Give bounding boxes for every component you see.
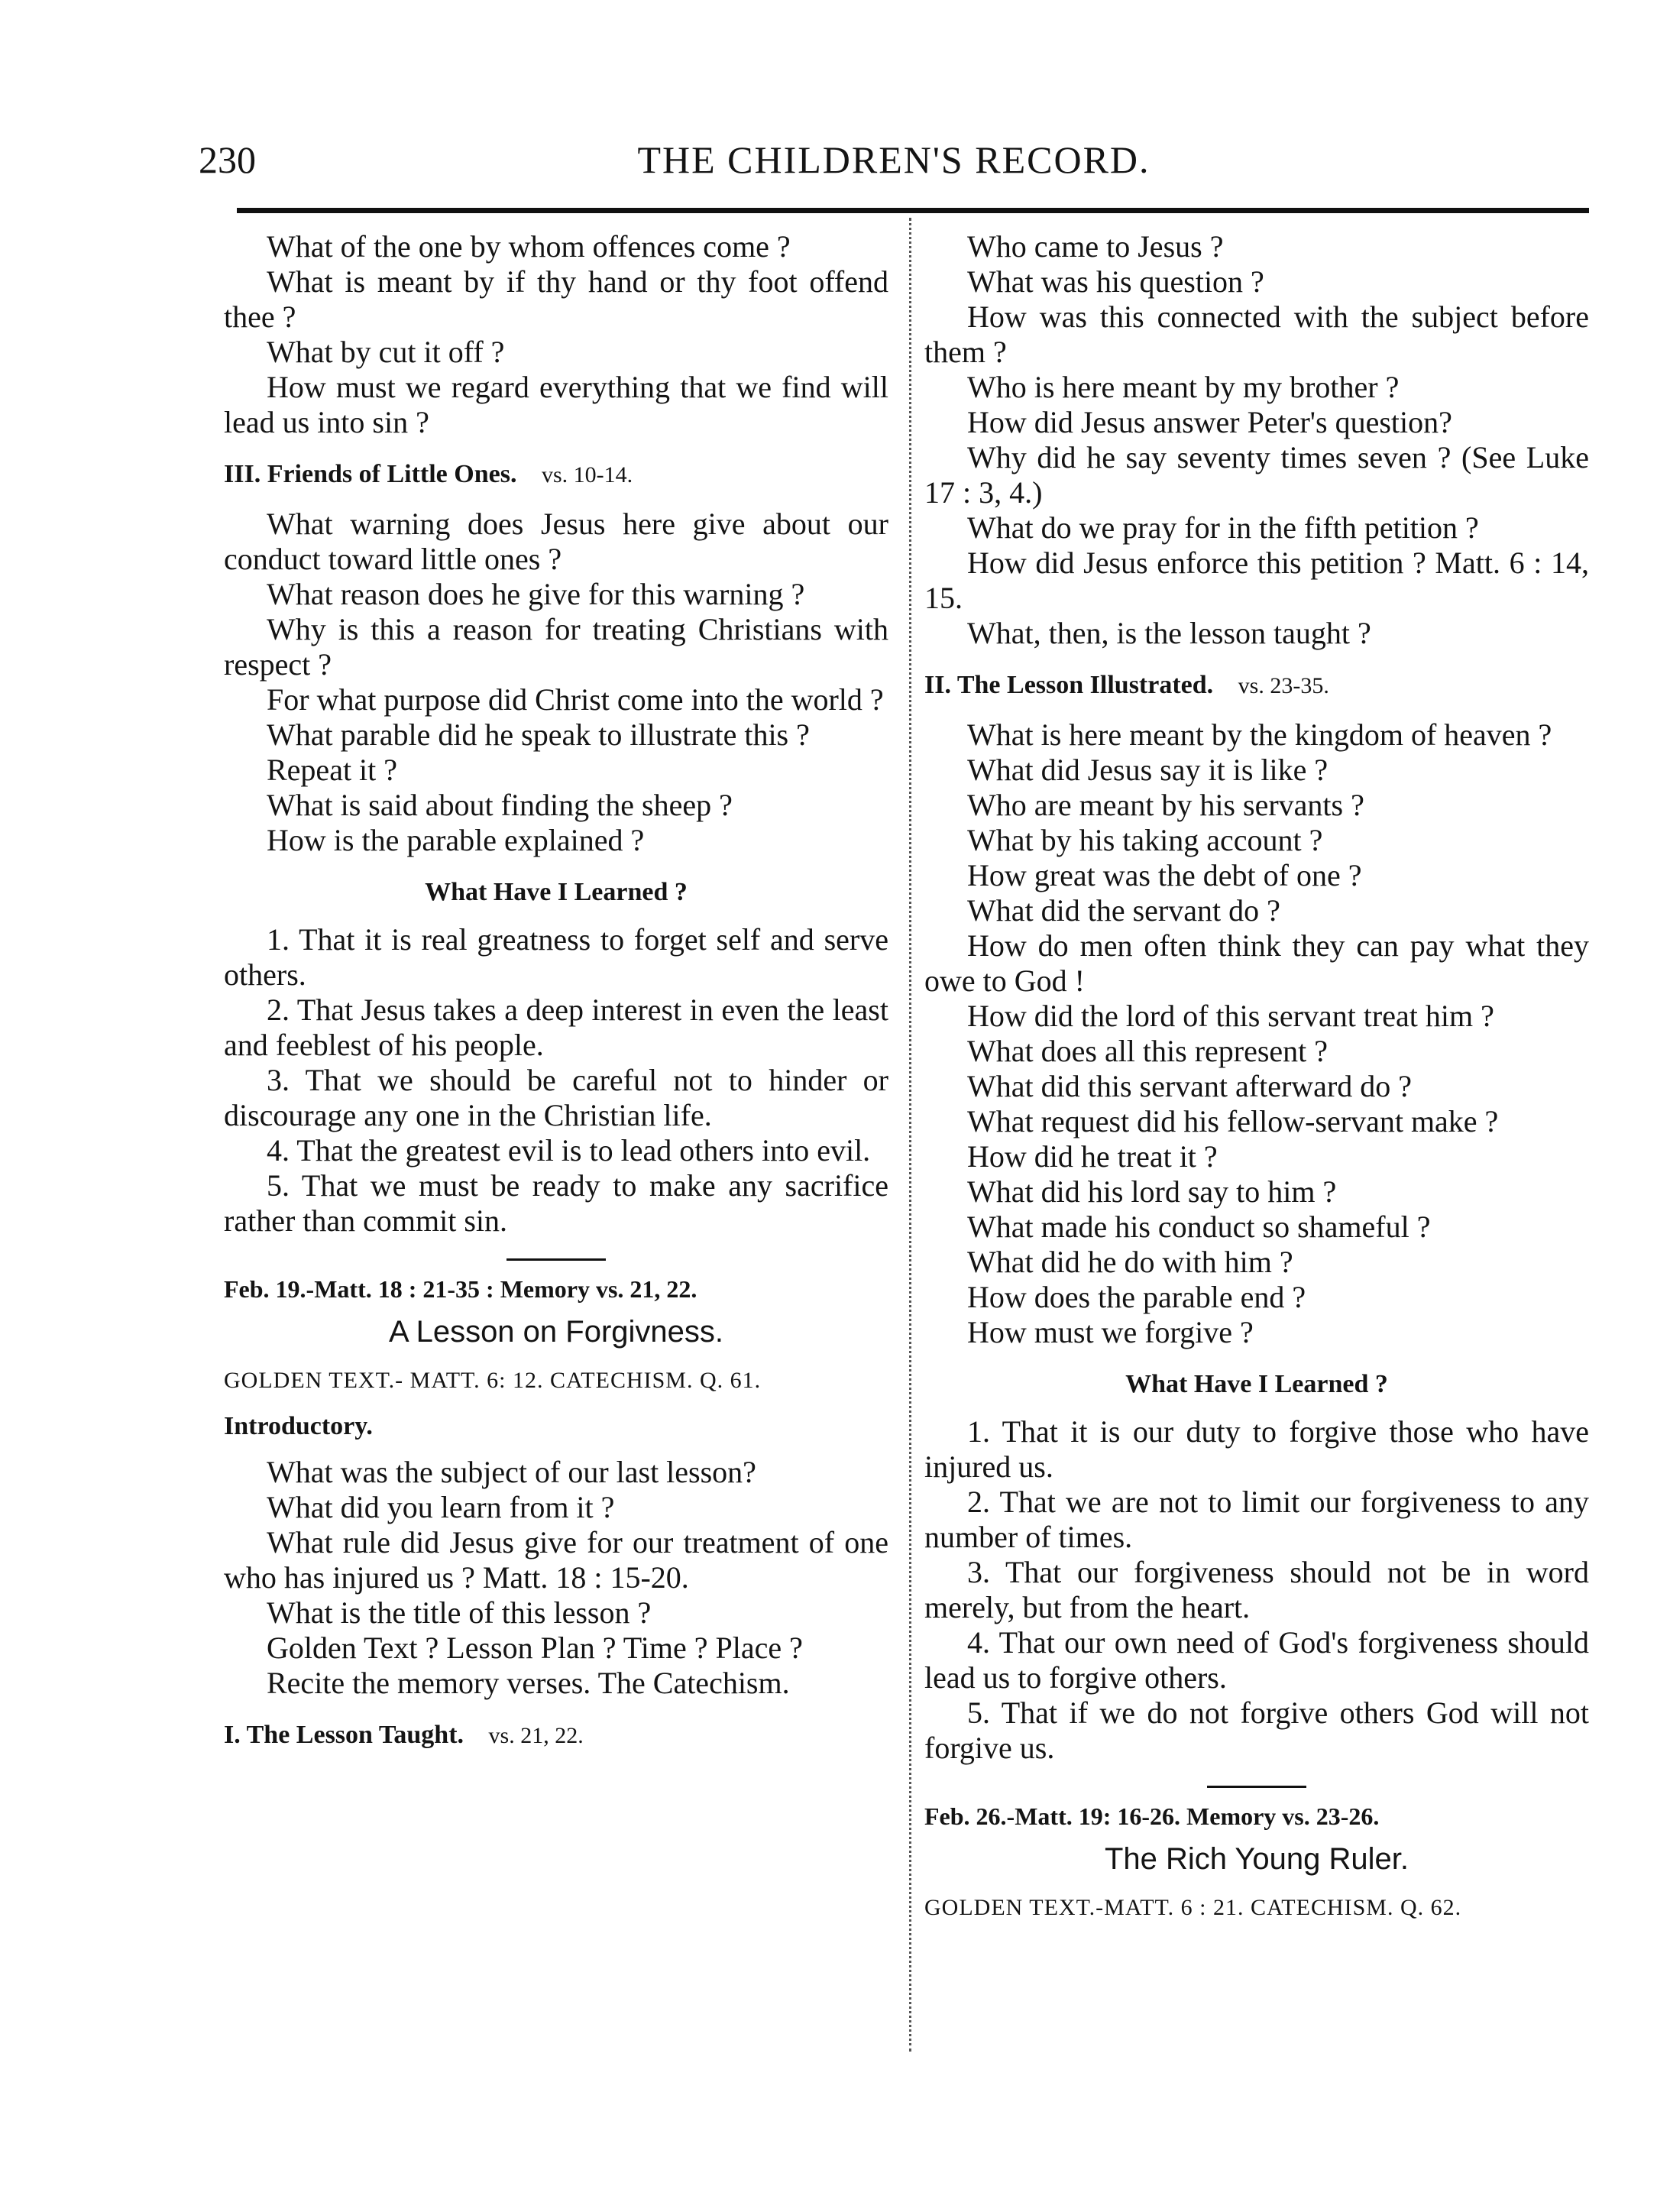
- question: What is said about finding the sheep ?: [267, 788, 733, 822]
- section-heading-friends: [224, 457, 888, 493]
- section-title: III. Friends of Little Ones.: [224, 460, 517, 488]
- question: What did his lord say to him ?: [967, 1174, 1337, 1209]
- question: What by cut it off ?: [267, 335, 505, 369]
- golden-text: GOLDEN TEXT.- MATT. 6: 12. CATECHISM. Q. 61.: [224, 1368, 762, 1393]
- question: What did you learn from it ?: [267, 1490, 615, 1524]
- question: What do we pray for in the fifth petition ?: [967, 510, 1479, 545]
- question: Repeat it ?: [267, 753, 398, 787]
- question: Why did he say seventy times seven ? (See Luke 17 : 3, 4.): [924, 440, 1589, 510]
- question: What warning does Jesus here give about our conduct toward little ones ?: [224, 507, 888, 576]
- question: Who came to Jesus ?: [967, 229, 1224, 264]
- question: How great was the debt of one ?: [967, 858, 1362, 892]
- question: Who are meant by his servants ?: [967, 788, 1364, 822]
- section-title: II. The Lesson Illustrated.: [924, 671, 1214, 699]
- lesson-divider: [506, 1258, 606, 1261]
- learned-item: 5. That if we do not forgive others God will not forgive us.: [924, 1695, 1589, 1765]
- learned-heading: What Have I Learned ?: [425, 878, 688, 906]
- question: How does the parable end ?: [967, 1280, 1306, 1314]
- section-heading-lesson-illustrated: [924, 668, 1589, 704]
- question: What made his conduct so shameful ?: [967, 1210, 1431, 1244]
- right-column: [924, 229, 1589, 1936]
- learned-item: 5. That we must be ready to make any sacrifice rather than commit sin.: [224, 1168, 888, 1238]
- question: How do men often think they can pay what they owe to God !: [924, 928, 1589, 998]
- lesson-date-header: Feb. 19.-Matt. 18 : 21-35 : Memory vs. 21, 22.: [224, 1275, 697, 1303]
- question: What parable did he speak to illustrate this ?: [267, 717, 810, 752]
- lesson-title: The Rich Young Ruler.: [1104, 1842, 1409, 1876]
- question: Golden Text ? Lesson Plan ? Time ? Place ?: [267, 1631, 803, 1665]
- introductory-heading: Introductory.: [224, 1412, 373, 1440]
- question: What did he do with him ?: [967, 1245, 1293, 1279]
- question: How is the parable explained ?: [267, 823, 645, 857]
- question: What reason does he give for this warning ?: [267, 577, 805, 611]
- section-verses: vs. 21, 22.: [488, 1723, 584, 1748]
- learned-item: 1. That it is real greatness to forget self and serve others.: [224, 922, 888, 992]
- question: Recite the memory verses. The Catechism.: [267, 1666, 790, 1700]
- question: What was the subject of our last lesson?: [267, 1455, 756, 1489]
- section-title: I. The Lesson Taught.: [224, 1721, 464, 1749]
- lesson-title: A Lesson on Forgivness.: [388, 1315, 724, 1349]
- learned-item: 2. That we are not to limit our forgiveness to any number of times.: [924, 1485, 1589, 1554]
- lesson-date-header: Feb. 26.-Matt. 19: 16-26. Memory vs. 23-26.: [924, 1802, 1380, 1830]
- question: How did Jesus answer Peter's question?: [967, 405, 1452, 439]
- question: What did this servant afterward do ?: [967, 1069, 1413, 1103]
- learned-item: 4. That the greatest evil is to lead others into evil.: [267, 1133, 871, 1168]
- question: What is meant by if thy hand or thy foot offend thee ?: [224, 264, 888, 334]
- column-separator: [909, 218, 911, 2052]
- question: How was this connected with the subject before them ?: [924, 300, 1589, 369]
- header-rule: [237, 208, 1589, 213]
- question: How must we forgive ?: [967, 1315, 1254, 1349]
- page-number: 230: [199, 138, 256, 181]
- question: What, then, is the lesson taught ?: [967, 616, 1371, 650]
- question: For what purpose did Christ come into the world ?: [267, 682, 884, 717]
- question: What does all this represent ?: [967, 1034, 1329, 1068]
- learned-item: 2. That Jesus takes a deep interest in even the least and feeblest of his people.: [224, 993, 888, 1062]
- question: How did the lord of this servant treat him ?: [967, 999, 1494, 1033]
- learned-item: 3. That we should be careful not to hinder or discourage any one in the Christian life.: [224, 1063, 888, 1132]
- running-title: THE CHILDREN'S RECORD.: [637, 138, 1151, 181]
- question: What request did his fellow-servant make ?: [967, 1104, 1499, 1138]
- section-verses: vs. 10-14.: [541, 462, 633, 487]
- learned-heading: What Have I Learned ?: [1125, 1370, 1388, 1398]
- golden-text: GOLDEN TEXT.-MATT. 6 : 21. CATECHISM. Q. 62.: [924, 1895, 1462, 1920]
- question: How did he treat it ?: [967, 1139, 1218, 1174]
- section-heading-lesson-taught: [224, 1718, 888, 1754]
- question: What did Jesus say it is like ?: [967, 753, 1329, 787]
- question: What rule did Jesus give for our treatment of one who has injured us ? Matt. 18 : 15-20.: [224, 1525, 888, 1595]
- learned-item: 4. That our own need of God's forgiveness should lead us to forgive others.: [924, 1625, 1589, 1695]
- question: What was his question ?: [967, 264, 1264, 299]
- question: How did Jesus enforce this petition ? Matt. 6 : 14, 15.: [924, 546, 1589, 615]
- learned-item: 1. That it is our duty to forgive those who have injured us.: [924, 1414, 1589, 1484]
- question: What by his taking account ?: [967, 823, 1323, 857]
- question: How must we regard everything that we find will lead us into sin ?: [224, 370, 888, 439]
- section-verses: vs. 23-35.: [1238, 673, 1329, 698]
- question: What is the title of this lesson ?: [267, 1595, 652, 1630]
- question: Who is here meant by my brother ?: [967, 370, 1400, 404]
- lesson-divider: [1207, 1786, 1306, 1788]
- question: Why is this a reason for treating Christians with respect ?: [224, 612, 888, 682]
- page-header: [199, 130, 1589, 191]
- question: What is here meant by the kingdom of heaven ?: [967, 717, 1552, 752]
- learned-item: 3. That our forgiveness should not be in word merely, but from the heart.: [924, 1555, 1589, 1624]
- left-column: [224, 229, 888, 1767]
- question: What did the servant do ?: [967, 893, 1280, 928]
- question: What of the one by whom offences come ?: [267, 229, 791, 264]
